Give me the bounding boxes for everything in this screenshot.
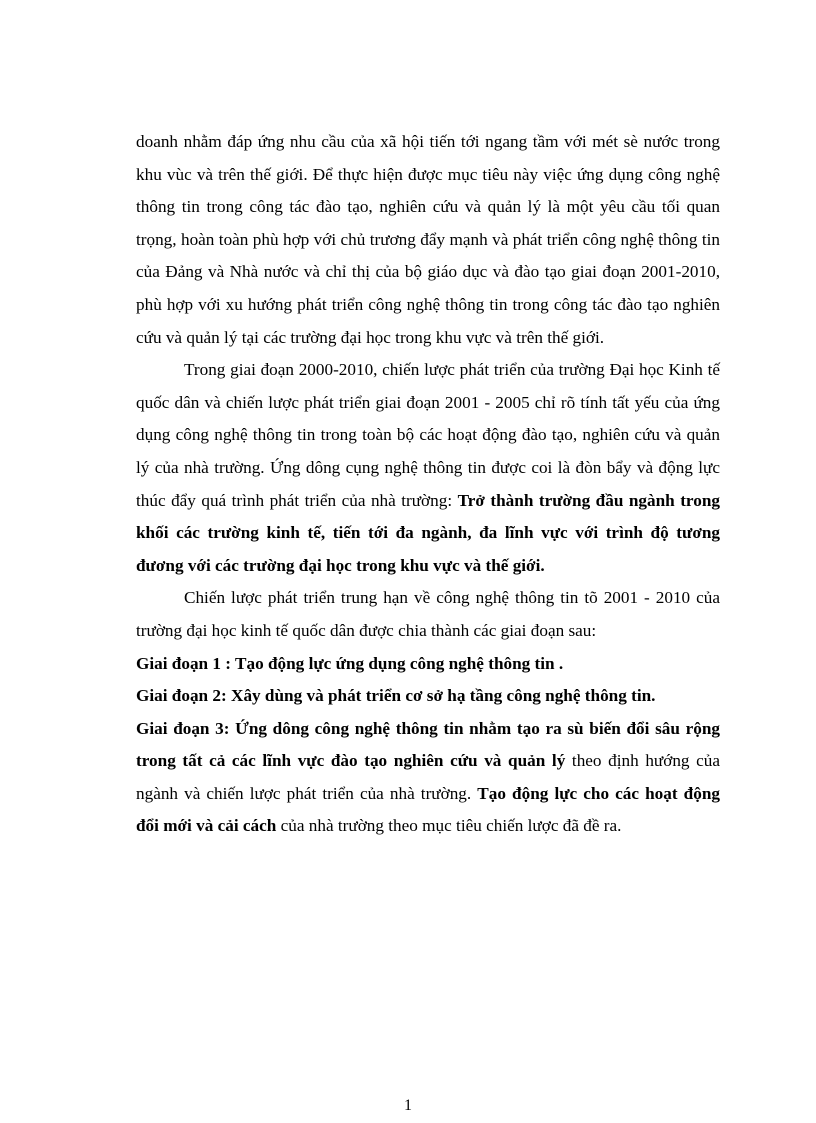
stage-3: Giai đoạn 3: Ứng dông công nghệ thông tin nhằm tạo ra sù biến đổi sâu rộng trong tất cả các lĩnh vực đào tạo nghiên cứu và quản lý theo định hướng của ngành và chiến lược phát triển của nhà trường. Tạo động lực cho các hoạt động đổi mới và cải cách của nhà trường theo mục tiêu chiến lược đã đề ra. bbox=[136, 718, 720, 836]
strategy-text: Trong giai đoạn 2000-2010, chiến lược phát triển của trường Đại học Kinh tế quốc dân và chiến lược phát triển giai đoạn 2001 - 2005 chỉ rõ tính tất yếu của ứng dụng công nghệ thông tin trong toàn bộ các hoạt động đào tạo, nghiên cứu và quản lý của nhà trường. Ứng dông cụng nghệ thông tin được coi là đòn bẩy và động lực thúc đẩy quá trình phát triển của nhà trường: bbox=[136, 360, 720, 510]
paragraph-intro: doanh nhằm đáp ứng nhu cầu của xã hội tiến tới ngang tầm với mét sè nước trong khu vùc và trên thế giới. Để thực hiện được mục tiêu này việc ứng dụng công nghệ thông tin trong công tác đào tạo, nghiên cứu và quản lý là một yêu cầu tối quan trọng, hoàn toàn phù hợp với chủ trương đẩy mạnh và phát triển công nghệ thông tin của Đảng và Nhà nước và chỉ thị của bộ giáo dục và đào tạo giai đoạn 2001-2010, phù hợp với xu hướng phát triển công nghệ thông tin trong công tác đào tạo nghiên cứu và quản lý tại các trường đại học trong khu vực và trên thế giới. bbox=[136, 132, 720, 347]
stage-1: Giai đoạn 1 : Tạo động lực ứng dụng công nghệ thông tin . bbox=[136, 653, 564, 673]
paragraph-strategy bbox=[136, 354, 720, 582]
strategy-goal: Trở thành trường đầu ngành trong khối các trường kinh tế, tiến tới đa ngành, đa lĩnh vực với trình độ tương đương với các trường đại học trong khu vực và thế giới. bbox=[136, 490, 720, 575]
stage-2: Giai đoạn 2: Xây dùng và phát triển cơ sở hạ tầng công nghệ thông tin. bbox=[136, 686, 656, 706]
paragraph-plan: Chiến lược phát triển trung hạn về công nghệ thông tin tõ 2001 - 2010 của trường đại học kinh tế quốc dân được chia thành các giai đoạn sau: bbox=[136, 588, 720, 640]
page-number: 1 bbox=[404, 1097, 412, 1114]
body-text bbox=[136, 126, 720, 843]
